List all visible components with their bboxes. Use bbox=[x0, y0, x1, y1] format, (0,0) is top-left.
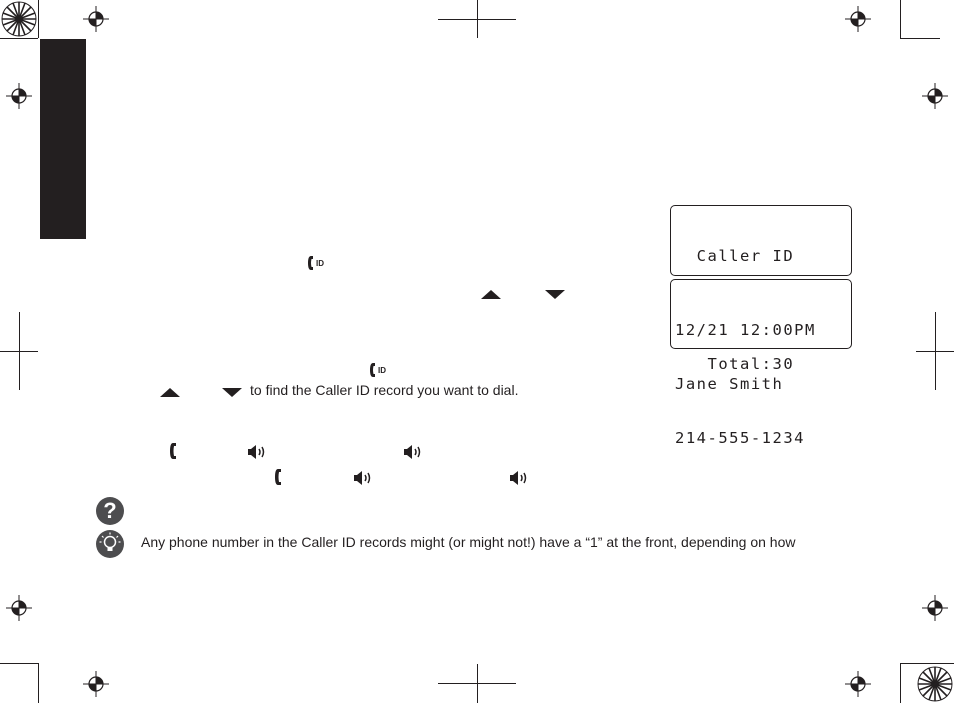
up-arrow-icon bbox=[481, 290, 501, 300]
lightbulb-tip-icon bbox=[96, 530, 124, 558]
tip-text: Any phone number in the Caller ID records might (or might not!) have a “1” at the front, depending on how bbox=[141, 534, 796, 550]
svg-text:ID: ID bbox=[316, 259, 324, 268]
talk-handset-icon bbox=[275, 469, 283, 485]
up-arrow-icon bbox=[160, 388, 180, 398]
talk-handset-icon bbox=[170, 443, 178, 459]
lcd-line: 12/21 12:00PM bbox=[675, 321, 816, 339]
svg-text:ID: ID bbox=[378, 366, 386, 375]
lcd-line: Jane Smith bbox=[675, 375, 784, 393]
speaker-icon bbox=[354, 471, 376, 485]
scroll-instruction: to find the Caller ID record you want to dial. bbox=[250, 382, 519, 398]
speaker-icon bbox=[404, 445, 426, 459]
lcd-line: Caller ID bbox=[675, 247, 795, 265]
lcd-line: 214-555-1234 bbox=[675, 429, 805, 447]
lcd-line: Total:30 bbox=[675, 355, 795, 373]
down-arrow-icon bbox=[545, 290, 565, 300]
down-arrow-icon bbox=[222, 388, 242, 398]
question-mark-icon: ? bbox=[96, 497, 124, 525]
speaker-icon bbox=[248, 445, 270, 459]
phone-id-icon bbox=[370, 362, 390, 378]
phone-id-icon bbox=[308, 255, 328, 271]
speaker-icon bbox=[510, 471, 532, 485]
